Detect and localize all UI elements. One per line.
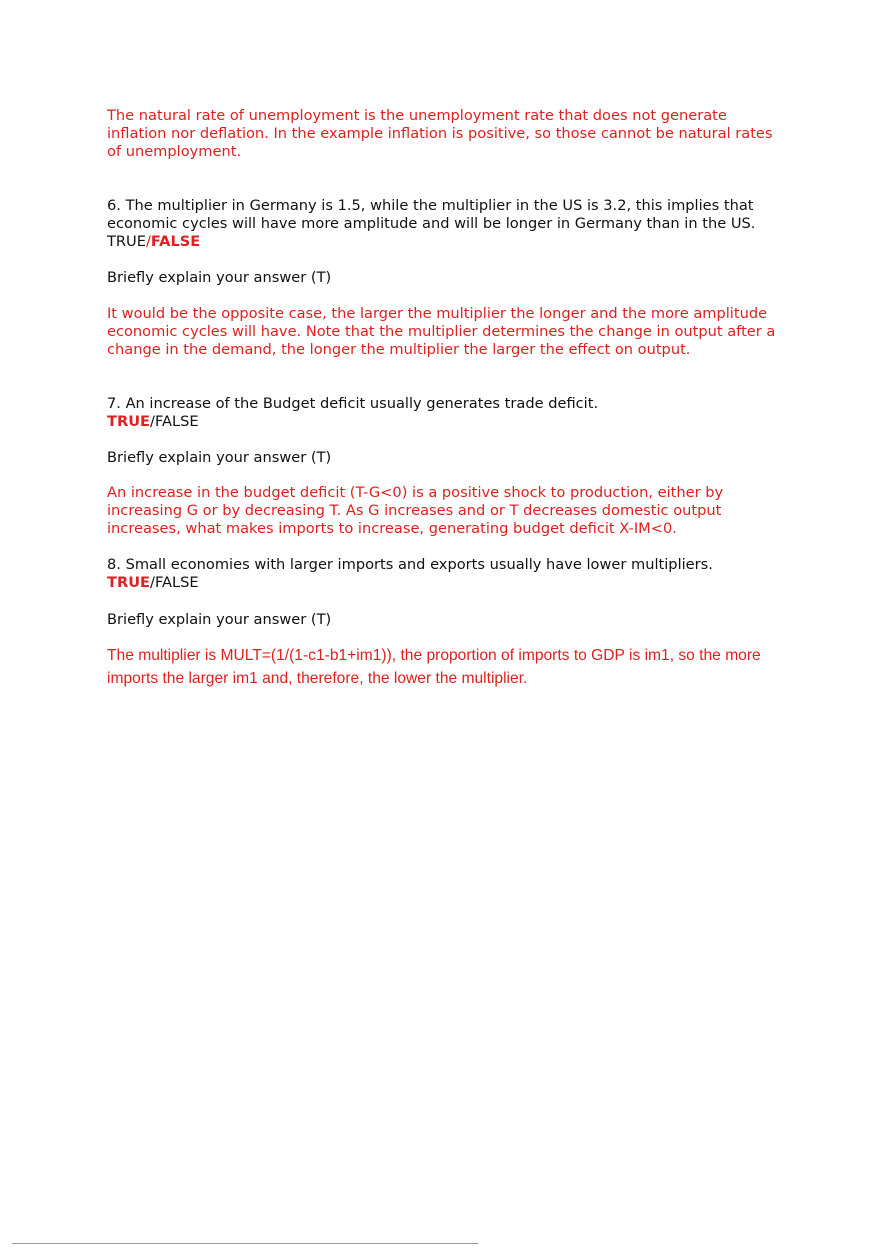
question-7-prompt: Briefly explain your answer (T) <box>107 449 332 466</box>
question-8-separator: / <box>150 574 155 592</box>
question-8-prompt: Briefly explain your answer (T) <box>107 611 332 628</box>
question-7-option-false: FALSE <box>154 413 199 431</box>
question-6-prompt: Briefly explain your answer (T) <box>107 269 332 286</box>
question-7-explanation: An increase in the budget deficit (T-G<0) is a positive shock to production, either by increasing G or by decreasing T. As G increases and or T decreases domestic output increases, what makes imports to increase, generating budget deficit X-IM<0. <box>107 484 724 538</box>
question-6-option-false-selected: FALSE <box>150 233 201 251</box>
footer-divider <box>12 1243 478 1244</box>
question-8-statement: 8. Small economies with larger imports and exports usually have lower multipliers. <box>107 556 713 573</box>
question-8-explanation: The multiplier is MULT=(1/(1-c1-b1+im1)), the proportion of imports to GDP is im1, so the more imports the larger im1 and, therefore, the lower the multiplier. <box>107 647 761 687</box>
question-6-explanation: It would be the opposite case, the larger the multiplier the longer and the more amplitude economic cycles will have. Note that the multiplier determines the change in output after a change in the demand, the longer the multiplier the larger the effect on output. <box>107 305 776 359</box>
question-8-option-false: FALSE <box>154 574 199 592</box>
question-6-statement: 6. The multiplier in Germany is 1.5, while the multiplier in the US is 3.2, this implies that economic cycles will have more amplitude and will be longer in Germany than in the US. <box>107 197 756 233</box>
question-7 <box>107 395 787 431</box>
question-8-option-true-selected: TRUE <box>107 574 151 592</box>
question-7-separator: / <box>150 413 155 431</box>
answer-5-explanation: The natural rate of unemployment is the unemployment rate that does not generate inflation nor deflation. In the example inflation is positive, so those cannot be natural rates of unemployment. <box>107 107 773 161</box>
question-7-statement: 7. An increase of the Budget deficit usually generates trade deficit. <box>107 395 599 412</box>
question-7-option-true-selected: TRUE <box>107 413 151 431</box>
question-6-separator: / <box>145 233 151 251</box>
question-6 <box>107 197 787 252</box>
question-6-option-true: TRUE <box>107 233 146 251</box>
question-8 <box>107 556 787 592</box>
